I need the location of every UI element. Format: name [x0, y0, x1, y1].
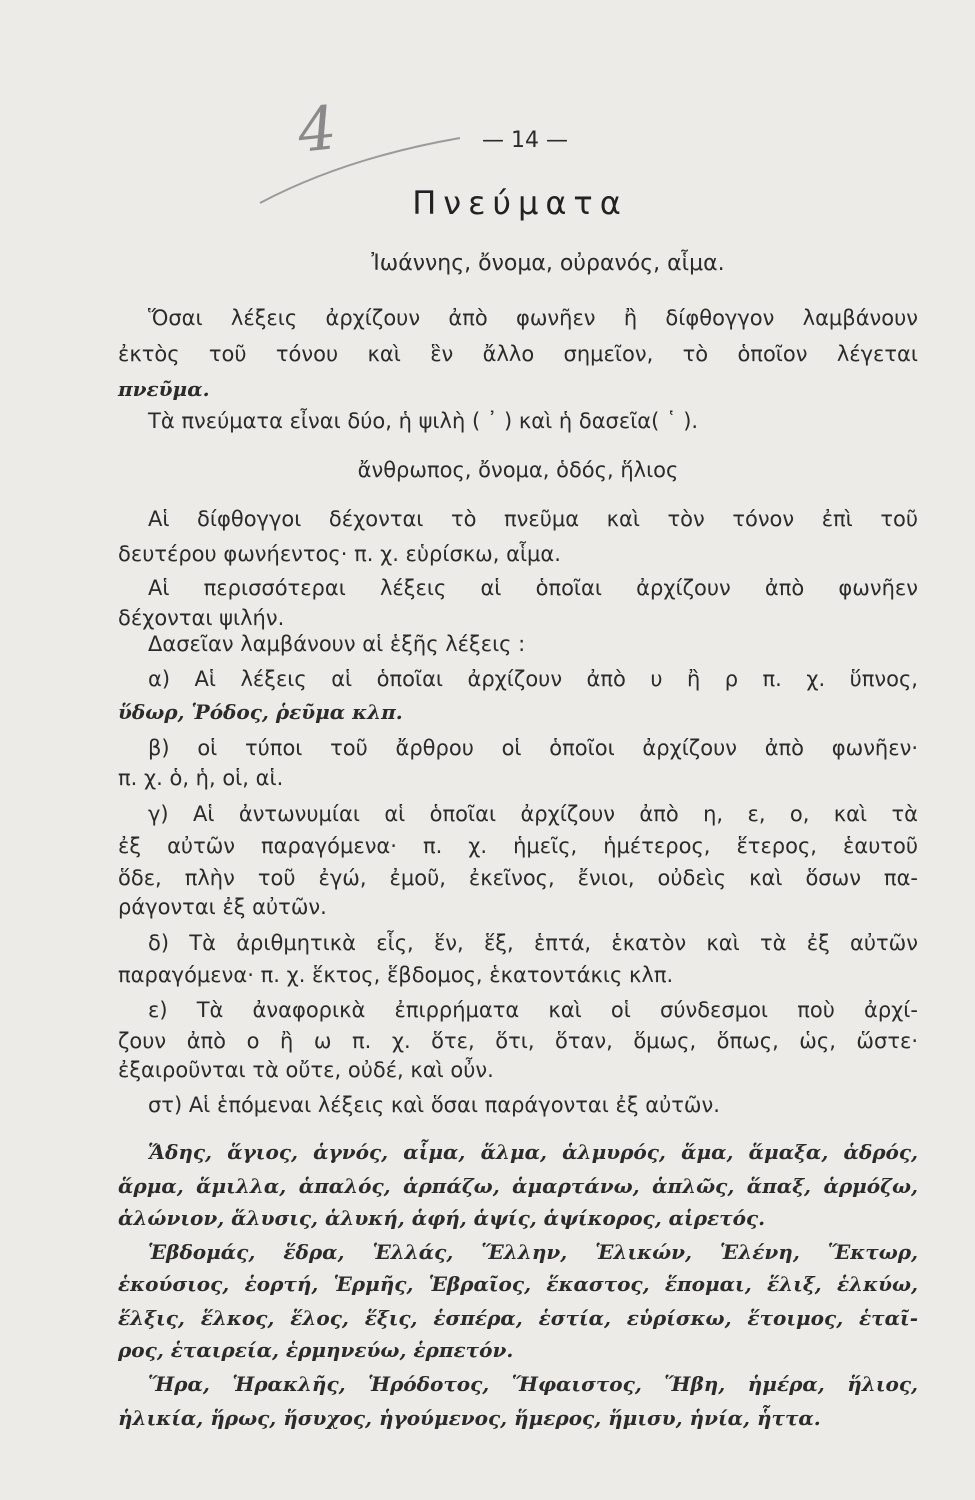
word-list-line: Ἥρα, Ἡρακλῆς, Ἡρόδοτος, Ἥφαιστος, Ἥβη, ἡμέρα, ἥλιος, — [148, 1372, 918, 1396]
text-line: ε) Τὰ ἀναφορικὰ ἐπιρρήματα καὶ οἱ σύνδεσμοι ποὺ ἀρχί- — [148, 998, 918, 1022]
text-line: ἐξαιροῦνται τὰ οὔτε, οὐδέ, καὶ οὖν. — [118, 1058, 494, 1082]
text-line: β) οἱ τύποι τοῦ ἄρθρου οἱ ὁποῖοι ἀρχίζουν ἀπὸ φωνῆεν· — [148, 736, 918, 760]
word-list-line: ρος, ἑταιρεία, ἑρμηνεύω, ἑρπετόν. — [118, 1338, 514, 1362]
word-list-line: ἕλξις, ἕλκος, ἕλος, ἕξις, ἑσπέρα, ἑστία, εὑρίσκω, ἕτοιμος, ἑταῖ- — [118, 1306, 918, 1330]
word-list-line: ἅρμα, ἅμιλλα, ἁπαλός, ἁρπάζω, ἁμαρτάνω, ἁπλῶς, ἅπαξ, ἁρμόζω, — [118, 1174, 918, 1198]
word-list-line: ἑκούσιος, ἑορτή, Ἑρμῆς, Ἑβραῖος, ἕκαστος, ἕπομαι, ἕλιξ, ἑλκύω, — [118, 1272, 918, 1296]
word-list-line: Ἅδης, ἅγιος, ἁγνός, αἷμα, ἅλμα, ἁλμυρός, ἅμα, ἅμαξα, ἁδρός, — [148, 1140, 918, 1164]
text-line: Δασεῖαν λαμβάνουν αἱ ἑξῆς λέξεις : — [148, 632, 526, 656]
text-line: ζουν ἀπὸ ο ἢ ω π. χ. ὅτε, ὅτι, ὅταν, ὅμως, ὅπως, ὡς, ὥστε· — [118, 1029, 918, 1053]
text-line: στ) Αἱ ἑπόμεναι λέξεις καὶ ὅσαι παράγονται ἐξ αὐτῶν. — [148, 1093, 720, 1117]
text-line: Τὰ πνεύματα εἶναι δύο, ἡ ψιλὴ ( ᾿ ) καὶ ἡ δασεῖα( ῾ ). — [148, 409, 699, 433]
text-line: Ὅσαι λέξεις ἀρχίζουν ἀπὸ φωνῆεν ἢ δίφθογγον λαμβάνουν — [148, 306, 918, 330]
text-line: ἐξ αὐτῶν παραγόμενα· π. χ. ἡμεῖς, ἡμέτερος, ἕτερος, ἑαυτοῦ — [118, 834, 918, 858]
text-line: γ) Αἱ ἀντωνυμίαι αἱ ὁποῖαι ἀρχίζουν ἀπὸ η, ε, ο, καὶ τὰ — [148, 802, 918, 826]
text-line: Αἱ δίφθογγοι δέχονται τὸ πνεῦμα καὶ τὸν τόνον ἐπὶ τοῦ — [148, 507, 918, 531]
page-title: Πνεύματα — [412, 184, 628, 222]
page-number: — 14 — — [482, 128, 568, 153]
word-list-line: Ἑβδομάς, ἕδρα, Ἑλλάς, Ἕλλην, Ἑλικών, Ἑλένη, Ἕκτωρ, — [148, 1240, 918, 1264]
example-words-line: Ἰωάννης, ὄνομα, οὐρανός, αἷμα. — [371, 251, 725, 276]
text-line: Αἱ περισσότεραι λέξεις αἱ ὁποῖαι ἀρχίζουν ἀπὸ φωνῆεν — [148, 576, 918, 600]
text-line: δευτέρου φωνήεντος· π. χ. εὑρίσκω, αἷμα. — [118, 542, 561, 566]
text-line: δ) Τὰ ἀριθμητικὰ εἷς, ἕν, ἕξ, ἑπτά, ἑκατὸν καὶ τὰ ἐξ αὐτῶν — [148, 931, 918, 955]
example-words-line: ἄνθρωπος, ὄνομα, ὁδός, ἥλιος — [357, 458, 679, 482]
text-line: παραγόμενα· π. χ. ἕκτος, ἕβδομος, ἑκατοντάκις κλπ. — [118, 963, 674, 987]
text-line: α) Αἱ λέξεις αἱ ὁποῖαι ἀρχίζουν ἀπὸ υ ἢ ρ π. χ. ὕπνος, — [148, 667, 918, 691]
word-list-line: ἡλικία, ἥρως, ἥσυχος, ἡγούμενος, ἥμερος, ἥμισυ, ἡνία, ἧττα. — [118, 1406, 821, 1430]
text-line: δέχονται ψιλήν. — [118, 606, 285, 630]
text-line: ράγονται ἐξ αὐτῶν. — [118, 895, 327, 919]
text-line: ὕδωρ, Ῥόδος, ῥεῦμα κλπ. — [118, 700, 403, 724]
handwritten-mark: 4 — [294, 93, 340, 167]
text-line: πνεῦμα. — [118, 377, 210, 401]
text-line: ἐκτὸς τοῦ τόνου καὶ ἓν ἄλλο σημεῖον, τὸ ὁποῖον λέγεται — [118, 342, 918, 366]
text-line: π. χ. ὁ, ἡ, οἱ, αἱ. — [118, 766, 284, 790]
word-list-line: ἁλώνιον, ἅλυσις, ἁλυκή, ἁφή, ἁψίς, ἁψίκορος, αἱρετός. — [118, 1206, 766, 1230]
text-line: ὅδε, πλὴν τοῦ ἐγώ, ἐμοῦ, ἐκεῖνος, ἔνιοι, οὐδεὶς καὶ ὅσων πα- — [118, 866, 918, 890]
